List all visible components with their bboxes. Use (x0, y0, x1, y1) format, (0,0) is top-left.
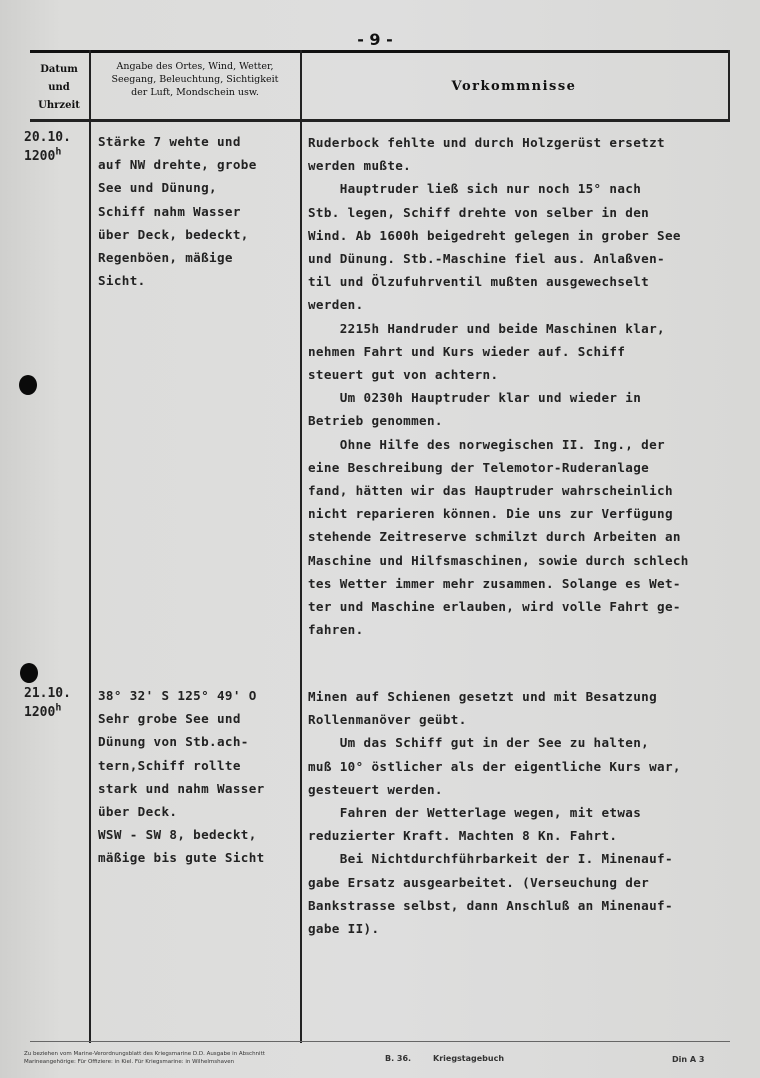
footer-paper-size: Din A 3 (672, 1055, 705, 1064)
event-line: ter und Maschine erlauben, wird volle Fahrt ge- (308, 599, 681, 615)
punch-hole (19, 375, 37, 395)
entry-time: 1200$^h$ (24, 146, 62, 164)
event-line: Stb. legen, Schiff drehte von selber in den (308, 204, 650, 220)
entry-date-day: 21.10. (24, 686, 71, 701)
event-line: fand, hätten wir das Hauptruder wahrscheinlich (308, 483, 673, 499)
event-line: gabe II). (308, 921, 380, 937)
entry-place-weather: 38° 32' S 125° 49' O Sehr grobe See und Dünung von Stb.ach- tern,Schiff rollte stark und nahm Wasser über Deck. WSW - SW 8, bedeckt, mäßige bis gute Sicht (98, 688, 265, 866)
event-line: Ohne Hilfe des norwegischen II. Ing., der (308, 436, 665, 452)
event-line: Fahren der Wetterlage wegen, mit etwas (308, 805, 642, 821)
event-line: reduzierter Kraft. Machten 8 Kn. Fahrt. (308, 828, 618, 844)
entry-events (308, 131, 760, 641)
event-line: nehmen Fahrt und Kurs wieder auf. Schiff (308, 343, 626, 359)
event-line: Minen auf Schienen gesetzt und mit Besatzung (308, 689, 658, 704)
event-line: nicht reparieren können. Die uns zur Verfügung (308, 506, 673, 522)
entry-date-day: 20.10. (24, 130, 71, 145)
event-line: gesteuert werden. (308, 781, 443, 797)
event-line: gabe Ersatz ausgearbeitet. (Verseuchung der (308, 874, 650, 890)
top-rule (30, 50, 730, 53)
page-number: - 9 - (357, 30, 393, 49)
event-line: Betrieb genommen. (308, 413, 443, 429)
event-line: werden mußte. (308, 158, 412, 174)
event-line: muß 10° östlicher als der eigentliche Kurs war, (308, 758, 681, 774)
header-date-column: Datum und Uhrzeit (38, 64, 80, 111)
entry-place-weather: Stärke 7 wehte und auf NW drehte, grobe See und Dünung, Schiff nahm Wasser über Deck, bedeckt, Regenböen, mäßige Sicht. (98, 134, 257, 289)
event-line: Hauptruder ließ sich nur noch 15° nach (308, 181, 642, 197)
entry-date (24, 684, 90, 722)
event-line: Um 0230h Hauptruder klar und wieder in (308, 390, 642, 406)
event-line: Um das Schiff gut in der See zu halten, (308, 735, 650, 751)
event-line: tes Wetter immer mehr zusammen. Solange es Wet- (308, 575, 681, 591)
event-line: Wind. Ab 1600h beigedreht gelegen in grober See (308, 227, 681, 243)
event-line: Maschine und Hilfsmaschinen, sowie durch schlech (308, 552, 689, 568)
event-line: fahren. (308, 622, 364, 638)
event-line: Bankstrasse selbst, dann Anschluß an Minenauf- (308, 897, 673, 913)
event-line: stehende Zeitreserve schmilzt durch Arbeiten an (308, 529, 681, 545)
footer-form-number: B. 36. (385, 1054, 412, 1063)
event-line: Rollenmanöver geübt. (308, 712, 467, 728)
event-line: Ruderbock fehlte und durch Holzgerüst ersetzt (308, 135, 665, 150)
entry-events (308, 685, 760, 940)
header-rule (30, 119, 730, 122)
event-line: Bei Nichtdurchführbarkeit der I. Minenauf- (308, 851, 673, 867)
event-line: til und Ölzufuhrventil mußten ausgewechselt (308, 274, 650, 290)
footer-imprint: Zu beziehen vom Marine-Verordnungsblatt des Kriegsmarine D.D. Ausgabe in Abschnitt Marineangehörige: Für Offiziere: in Kiel. Für Kriegsmarine: in Wilhelmshaven (24, 1051, 265, 1065)
punch-hole (20, 663, 38, 683)
column-divider-right (728, 50, 730, 120)
footer-title: Kriegstagebuch (433, 1054, 505, 1063)
event-line: eine Beschreibung der Telemotor-Ruderanlage (308, 459, 650, 475)
header-events-column: Vorkommnisse (451, 79, 577, 94)
event-line: und Dünung. Stb.-Maschine fiel aus. Anlaßven- (308, 251, 665, 267)
event-line: steuert gut von achtern. (308, 367, 499, 383)
event-line: werden. (308, 297, 364, 313)
footer-rule (30, 1041, 730, 1042)
header-place-column: Angabe des Ortes, Wind, Wetter, Seegang, Beleuchtung, Sichtigkeit der Luft, Mondschein usw. (111, 61, 279, 98)
column-divider-date (89, 50, 91, 1043)
entry-date (24, 128, 90, 166)
event-line: 2215h Handruder und beide Maschinen klar, (308, 320, 665, 336)
entry-time: 1200$^h$ (24, 702, 62, 720)
